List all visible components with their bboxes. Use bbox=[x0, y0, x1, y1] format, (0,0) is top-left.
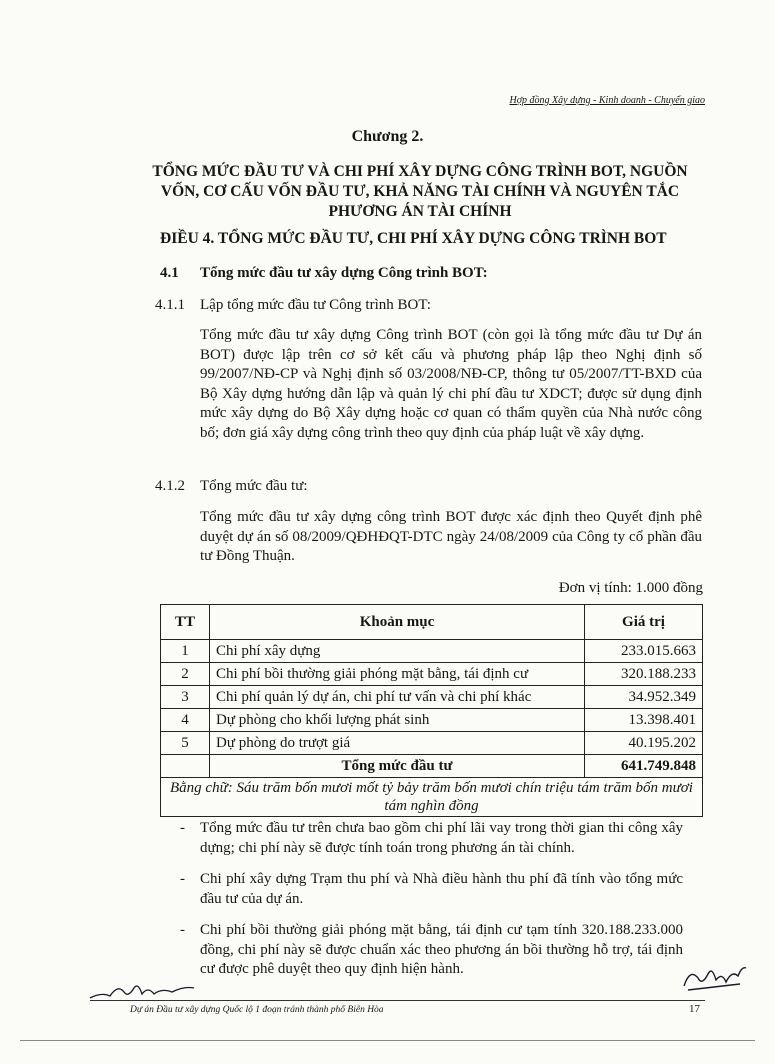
header-note: Hợp đồng Xây dựng - Kinh doanh - Chuyển giao bbox=[509, 95, 705, 106]
page-bottom-rule bbox=[20, 1040, 755, 1041]
section-4-1-2-body: Tổng mức đầu tư xây dựng công trình BOT được xác định theo Quyết định phê duyệt dự án số 08/2009/QĐHĐQT-DTC ngày 24/08/2009 của Công ty cổ phần đầu tư Đồng Thuận. bbox=[200, 509, 702, 565]
section-4-1-2-title: Tổng mức đầu tư: bbox=[200, 478, 308, 494]
section-4-1-1-body: Tổng mức đầu tư xây dựng Công trình BOT (còn gọi là tổng mức đầu tư Dự án BOT) được lập trên cơ sở kết cấu và phương pháp lập theo Nghị định số 99/2007/NĐ-CP và Nghị định số 03/2008/NĐ-CP, thông tư 05/2007/TT-BXD của Bộ Xây dựng hướng dẫn lập và quản lý chi phí đầu tư XDCT; được sử dụng định mức xây dựng do Bộ Xây dựng hoặc cơ quan có thẩm quyền của Nhà nước công bố; đơn giá xây dựng công trình theo quy định của pháp luật về xây dựng. bbox=[200, 327, 702, 441]
row-tt: 4 bbox=[161, 709, 210, 732]
row-tt: 2 bbox=[161, 663, 210, 686]
row-value: 320.188.233 bbox=[585, 663, 703, 686]
row-value: 40.195.202 bbox=[585, 732, 703, 755]
row-value: 233.015.663 bbox=[585, 640, 703, 663]
section-4-1-2-number: 4.1.2 bbox=[155, 478, 185, 494]
initials-signature-right bbox=[680, 962, 750, 994]
header-item: Khoản mục bbox=[210, 605, 585, 640]
row-value: 34.952.349 bbox=[585, 686, 703, 709]
row-item: Chi phí bồi thường giải phóng mặt bằng, tái định cư bbox=[210, 663, 585, 686]
header-value: Giá trị bbox=[585, 605, 703, 640]
row-item: Dự phòng cho khối lượng phát sinh bbox=[210, 709, 585, 732]
page-number: 17 bbox=[689, 1003, 700, 1015]
section-4-1-1-title: Lập tổng mức đầu tư Công trình BOT: bbox=[200, 297, 431, 313]
total-empty-cell bbox=[161, 755, 210, 778]
total-label: Tổng mức đầu tư bbox=[210, 755, 585, 778]
table-row bbox=[161, 640, 703, 663]
chapter-title: TỔNG MỨC ĐẦU TƯ VÀ CHI PHÍ XÂY DỰNG CÔNG TRÌNH BOT, NGUỒN VỐN, CƠ CẤU VỐN ĐẦU TƯ, KHẢ NĂNG TÀI CHÍNH VÀ NGUYÊN TẮC PHƯƠNG ÁN TÀI CHÍNH bbox=[152, 163, 688, 220]
bullet-item bbox=[180, 819, 703, 861]
row-tt: 3 bbox=[161, 686, 210, 709]
chapter-label: Chương 2. bbox=[351, 128, 424, 145]
section-4-1-1-number: 4.1.1 bbox=[155, 297, 185, 313]
amount-in-words: Bằng chữ: Sáu trăm bốn mươi mốt tỷ bảy trăm bốn mươi chín triệu tám trăm bốn mươi tám nghìn đồng bbox=[161, 778, 703, 817]
bullet-item bbox=[180, 921, 703, 983]
table-header-row bbox=[161, 605, 703, 640]
section-4-1-title: Tổng mức đầu tư xây dựng Công trình BOT: bbox=[200, 265, 488, 281]
footer-text: Dự án Đầu tư xây dựng Quốc lộ 1 đoạn tránh thành phố Biên Hòa bbox=[130, 1005, 384, 1015]
table-row bbox=[161, 709, 703, 732]
bullet-dash: - bbox=[180, 820, 185, 836]
investment-table bbox=[160, 604, 703, 817]
bullet-text: Chi phí xây dựng Trạm thu phí và Nhà điều hành thu phí đã tính vào tổng mức đầu tư của dự án. bbox=[200, 871, 683, 907]
table-words-row bbox=[161, 778, 703, 817]
row-item: Dự phòng do trượt giá bbox=[210, 732, 585, 755]
bullet-dash: - bbox=[180, 922, 185, 938]
bullet-item bbox=[180, 870, 703, 912]
row-item: Chi phí xây dựng bbox=[210, 640, 585, 663]
footer-divider bbox=[90, 1000, 705, 1001]
row-value: 13.398.401 bbox=[585, 709, 703, 732]
header-tt: TT bbox=[161, 605, 210, 640]
table-total-row bbox=[161, 755, 703, 778]
total-value: 641.749.848 bbox=[585, 755, 703, 778]
section-4-1-number: 4.1 bbox=[160, 265, 179, 281]
bullet-text: Chi phí bồi thường giải phóng mặt bằng, tái định cư tạm tính 320.188.233.000 đồng, chi phí này sẽ được chuẩn xác theo phương án bồi thường hỗ trợ, tái định cư được phê duyệt theo quy định hiện hành. bbox=[200, 922, 683, 977]
row-tt: 5 bbox=[161, 732, 210, 755]
table-row bbox=[161, 663, 703, 686]
table-row bbox=[161, 732, 703, 755]
row-item: Chi phí quản lý dự án, chi phí tư vấn và chi phí khác bbox=[210, 686, 585, 709]
table-row bbox=[161, 686, 703, 709]
unit-label: Đơn vị tính: 1.000 đồng bbox=[558, 580, 703, 596]
bullet-text: Tổng mức đầu tư trên chưa bao gồm chi phí lãi vay trong thời gian thi công xây dựng; chi phí này sẽ được tính toán trong phương án tài chính. bbox=[200, 820, 683, 856]
row-tt: 1 bbox=[161, 640, 210, 663]
bullet-dash: - bbox=[180, 871, 185, 887]
article-title: ĐIỀU 4. TỔNG MỨC ĐẦU TƯ, CHI PHÍ XÂY DỰNG CÔNG TRÌNH BOT bbox=[160, 230, 667, 247]
